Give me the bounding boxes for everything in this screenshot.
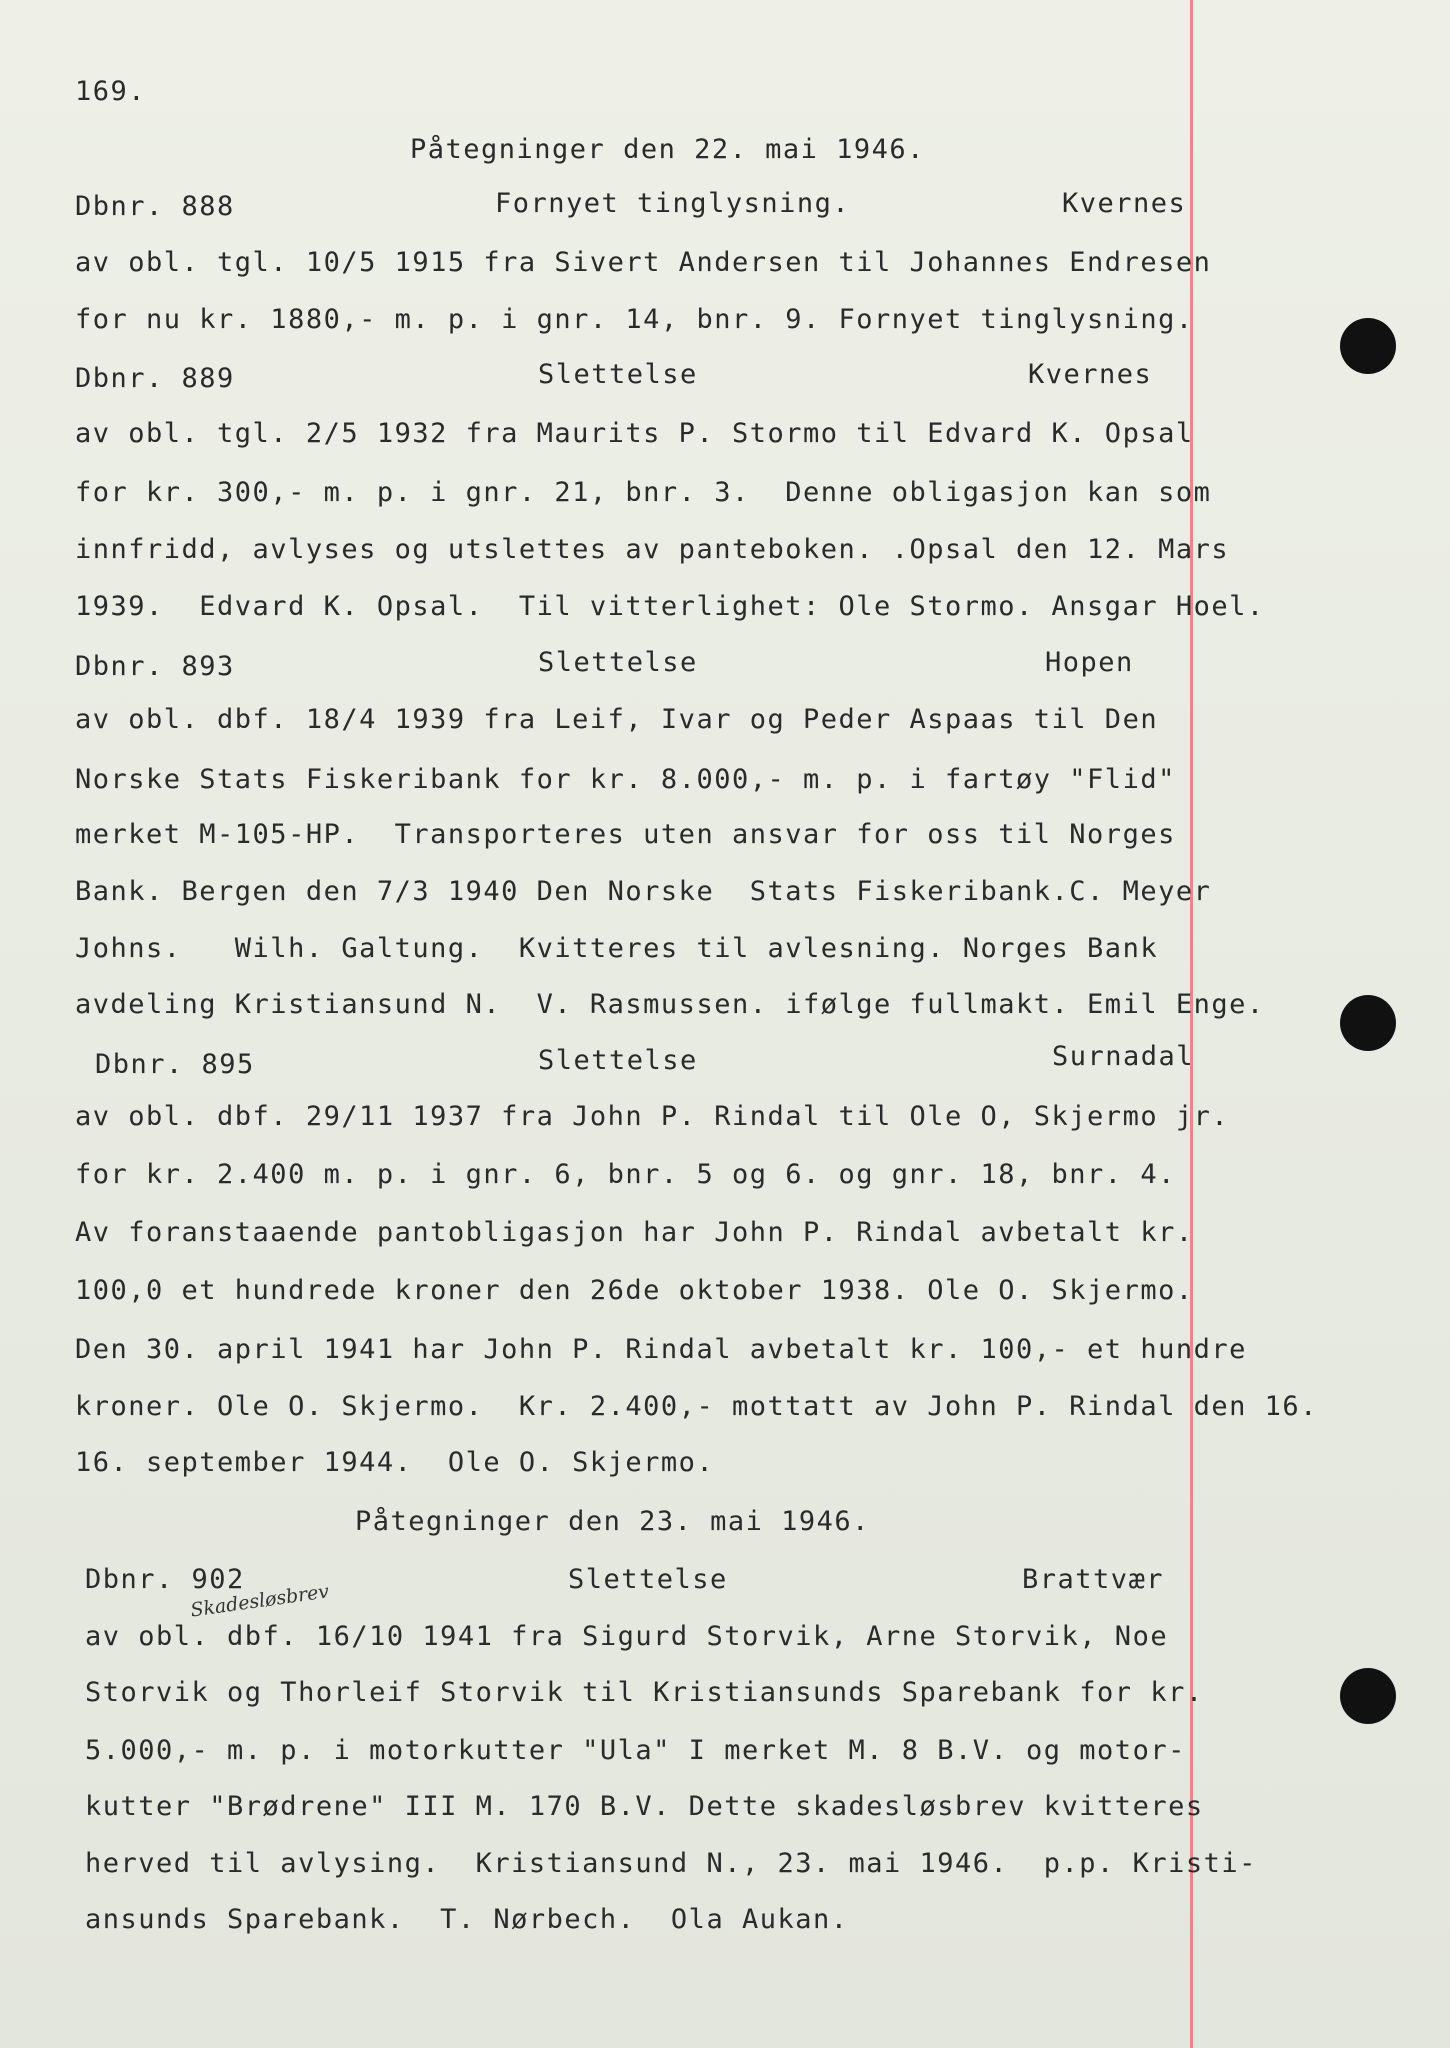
punch-hole xyxy=(1340,995,1396,1051)
entry-text: ansunds Sparebank. T. Nørbech. Ola Aukan. xyxy=(85,1904,849,1935)
entry-text: for kr. 2.400 m. p. i gnr. 6, bnr. 5 og 6. og gnr. 18, bnr. 4. xyxy=(75,1159,1176,1190)
entry-type: Slettelse xyxy=(538,359,698,390)
entry-text: 16. september 1944. Ole O. Skjermo. xyxy=(75,1447,715,1478)
entry-type: Slettelse xyxy=(538,647,698,678)
entry-text: Storvik og Thorleif Storvik til Kristiansunds Sparebank for kr. xyxy=(85,1677,1204,1708)
entry-text: 1939. Edvard K. Opsal. Til vitterlighet: Ole Stormo. Ansgar Hoel. xyxy=(75,591,1265,622)
entry-number: Dbnr. 888 xyxy=(75,191,235,222)
entry-place: Brattvær xyxy=(1022,1564,1165,1595)
entry-type: Slettelse xyxy=(538,1045,698,1076)
entry-place: Hopen xyxy=(1045,647,1134,678)
entry-text: av obl. dbf. 16/10 1941 fra Sigurd Storvik, Arne Storvik, Noe xyxy=(85,1621,1169,1652)
entry-place: Kvernes xyxy=(1062,188,1187,219)
entry-text: avdeling Kristiansund N. V. Rasmussen. ifølge fullmakt. Emil Enge. xyxy=(75,989,1265,1020)
entry-text: merket M-105-HP. Transporteres uten ansvar for oss til Norges xyxy=(75,819,1176,850)
entry-number: Dbnr. 895 xyxy=(95,1049,255,1080)
entry-text: kutter "Brødrene" III M. 170 B.V. Dette skadesløsbrev kvitteres xyxy=(85,1791,1204,1822)
entry-text: for kr. 300,- m. p. i gnr. 21, bnr. 3. Denne obligasjon kan som xyxy=(75,477,1212,508)
entry-text: av obl. tgl. 2/5 1932 fra Maurits P. Stormo til Edvard K. Opsal xyxy=(75,418,1194,449)
entry-place: Surnadal xyxy=(1052,1041,1195,1072)
entry-text: Den 30. april 1941 har John P. Rindal avbetalt kr. 100,- et hundre xyxy=(75,1334,1247,1365)
entry-text: Bank. Bergen den 7/3 1940 Den Norske Stats Fiskeribank.C. Meyer xyxy=(75,876,1212,907)
entry-text: kroner. Ole O. Skjermo. Kr. 2.400,- mottatt av John P. Rindal den 16. xyxy=(75,1391,1318,1422)
entry-number: Dbnr. 889 xyxy=(75,363,235,394)
entry-text: 100,0 et hundrede kroner den 26de oktober 1938. Ole O. Skjermo. xyxy=(75,1275,1194,1306)
section-heading: Påtegninger den 23. mai 1946. xyxy=(355,1506,870,1537)
entry-text: av obl. dbf. 18/4 1939 fra Leif, Ivar og Peder Aspaas til Den xyxy=(75,704,1159,735)
entry-text: Av foranstaaende pantobligasjon har John P. Rindal avbetalt kr. xyxy=(75,1217,1194,1248)
entry-type: Slettelse xyxy=(568,1564,728,1595)
entry-number: Dbnr. 893 xyxy=(75,651,235,682)
entry-text: Norske Stats Fiskeribank for kr. 8.000,- m. p. i fartøy "Flid" xyxy=(75,764,1176,795)
section-heading: Påtegninger den 22. mai 1946. xyxy=(410,134,925,165)
entry-text: for nu kr. 1880,- m. p. i gnr. 14, bnr. 9. Fornyet tinglysning. xyxy=(75,304,1194,335)
handwritten-note: Skadesløsbrev xyxy=(189,1580,331,1622)
entry-text: Johns. Wilh. Galtung. Kvitteres til avlesning. Norges Bank xyxy=(75,933,1159,964)
entry-text: av obl. dbf. 29/11 1937 fra John P. Rindal til Ole O, Skjermo jr. xyxy=(75,1101,1230,1132)
entry-type: Fornyet tinglysning. xyxy=(495,188,851,219)
entry-text: 5.000,- m. p. i motorkutter "Ula" I merket M. 8 B.V. og motor- xyxy=(85,1735,1186,1766)
page-number: 169. xyxy=(75,76,147,107)
entry-text: av obl. tgl. 10/5 1915 fra Sivert Andersen til Johannes Endresen xyxy=(75,247,1212,278)
entry-number: Dbnr. 902 xyxy=(85,1564,245,1595)
punch-hole xyxy=(1340,1668,1396,1724)
punch-hole xyxy=(1340,318,1396,374)
entry-place: Kvernes xyxy=(1028,359,1153,390)
entry-text: herved til avlysing. Kristiansund N., 23. mai 1946. p.p. Kristi- xyxy=(85,1848,1257,1879)
entry-text: innfridd, avlyses og utslettes av panteboken. .Opsal den 12. Mars xyxy=(75,534,1230,565)
